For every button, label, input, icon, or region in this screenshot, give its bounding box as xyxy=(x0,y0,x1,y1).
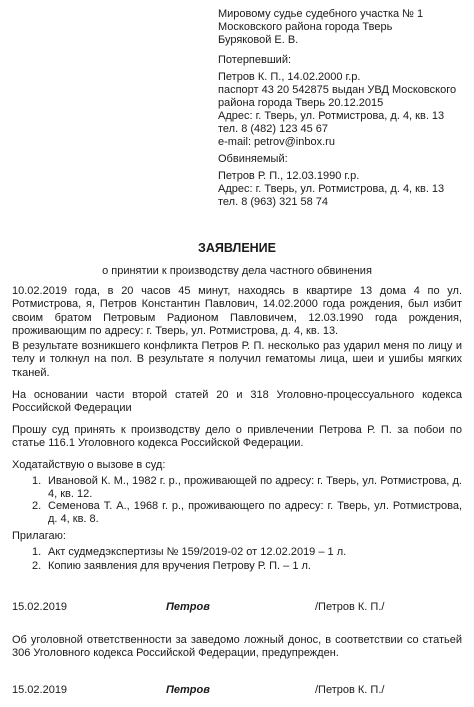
attachments-label: Прилагаю: xyxy=(12,530,66,542)
victim-line-2: паспорт 43 20 542875 выдан УВД Московского xyxy=(218,84,457,96)
witness-1-number: 1. xyxy=(32,475,42,487)
signature-mark-1: Петров xyxy=(166,601,210,613)
attachment-2-text: Копию заявления для вручения Петрову Р. П. – 1 л. xyxy=(48,560,311,572)
liability-warning: Об уголовной ответственности за заведомо ложный донос, в соответствии со статьей 306 Уголовного кодекса Российской Федерации, предупрежден. xyxy=(12,634,462,660)
accused-line-3: тел. 8 (963) 321 58 74 xyxy=(218,196,329,208)
paragraph-3: На основании части второй статей 20 и 318 Уголовно-процессуального кодекса Российской Федерации xyxy=(12,389,462,415)
signature-mark-2: Петров xyxy=(166,684,210,696)
page-subtitle: о принятии к производству дела частного обвинения xyxy=(102,265,372,277)
paragraph-1: 10.02.2019 года, в 20 часов 45 минут, находясь в квартире 13 дома 4 по ул. Ротмистрова, я, Петров Константин Павлович, 14.02.2000 года рождения, был избит своим братом Петровым Радионом Павловичем, 12.03.1990 года рождения, проживающим по адресу: г. Тверь, ул. Ротмистрова, д. 4, кв. 13. xyxy=(12,285,462,338)
witness-1-text: Ивановой К. М., 1982 г. р., проживающей по адресу: г. Тверь, ул. Ротмистрова, д. 4, кв. 12. xyxy=(48,475,462,501)
victim-line-1: Петров К. П., 14.02.2000 г.р. xyxy=(218,71,361,83)
addressee-line-1: Мировому судье судебного участка № 1 xyxy=(218,8,424,20)
victim-line-4: Адрес: г. Тверь, ул. Ротмистрова, д. 4, кв. 13 xyxy=(218,110,445,122)
victim-line-3: района города Тверь 20.12.2015 xyxy=(218,97,384,109)
page-title: ЗАЯВЛЕНИЕ xyxy=(197,241,276,255)
witness-2-number: 2. xyxy=(32,500,42,512)
witnesses-label: Ходатайствую о вызове в суд: xyxy=(12,459,166,471)
witness-2-text: Семенова Т. А., 1968 г. р., проживающего по адресу: г. Тверь, ул. Ротмистрова, д. 4, кв. 8. xyxy=(48,500,462,526)
paragraph-2: В результате возникшего конфликта Петров Р. П. несколько раз ударил меня по лицу и телу и толкнул на пол. В результате я получил гематомы лица, шеи и ушибы мягких тканей. xyxy=(12,340,462,379)
victim-line-6: e-mail: petrov@inbox.ru xyxy=(218,136,335,148)
addressee-line-3: Буряковой Е. В. xyxy=(218,34,299,46)
attachment-1-number: 1. xyxy=(32,546,42,558)
accused-line-1: Петров Р. П., 12.03.1990 г.р. xyxy=(218,170,360,182)
paragraph-4: Прошу суд принять к производству дело о привлечении Петрова Р. П. за побои по статье 116.1 Уголовного кодекса Российской Федерации. xyxy=(12,424,462,450)
accused-label: Обвиняемый: xyxy=(218,153,288,165)
attachment-1-text: Акт судмедэкспертизы № 159/2019-02 от 12.02.2019 – 1 л. xyxy=(48,546,347,558)
signature-name-2: /Петров К. П./ xyxy=(315,684,385,696)
accused-line-2: Адрес: г. Тверь, ул. Ротмистрова, д. 4, кв. 13 xyxy=(218,183,445,195)
victim-line-5: тел. 8 (482) 123 45 67 xyxy=(218,123,329,135)
signature-date-2: 15.02.2019 xyxy=(12,684,68,696)
victim-label: Потерпевший: xyxy=(218,54,292,66)
signature-date-1: 15.02.2019 xyxy=(12,601,68,613)
attachment-2-number: 2. xyxy=(32,560,42,572)
addressee-line-2: Московского района города Тверь xyxy=(218,21,393,33)
signature-name-1: /Петров К. П./ xyxy=(315,601,385,613)
